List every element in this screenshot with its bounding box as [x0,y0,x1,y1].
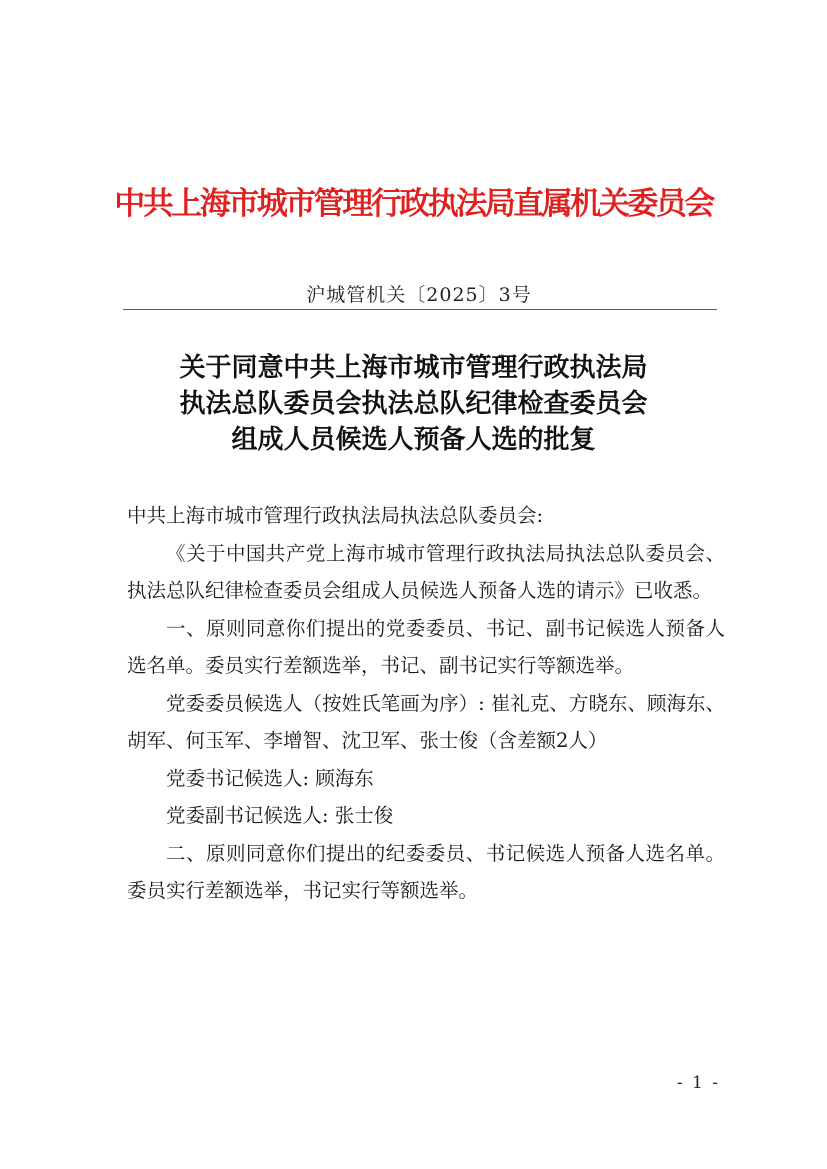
document-title [100,350,727,458]
document-body [127,497,725,910]
title-line-3: 组成人员候选人预备人选的批复 [231,425,596,455]
title-line-1: 关于同意中共上海市城市管理行政执法局 [179,353,648,383]
paragraph-secretary-candidate: 党委书记候选人: 顾海东 [166,766,374,790]
paragraph-discipline-committee-approval: 二、原则同意你们提出的纪委委员、书记候选人预备人选名单。委员实行差额选举，书记实行等额选举。 [127,841,725,902]
document-number: 沪城管机关〔2025〕3号 [306,284,532,306]
red-separator-line [123,309,717,310]
paragraph-party-committee-approval: 一、原则同意你们提出的党委委员、书记、副书记候选人预备人选名单。委员实行差额选举，书记、副书记实行等额选举。 [127,616,725,677]
page-number: - 1 - [676,1073,720,1093]
title-line-2: 执法总队委员会执法总队纪律检查委员会 [179,389,648,419]
paragraph-deputy-secretary-candidate: 党委副书记候选人: 张士俊 [166,804,394,827]
paragraph-committee-candidates: 党委委员候选人（按姓氏笔画为序）: 崔礼克、方晓东、顾海东、胡军、何玉军、李增智、沈卫军、张士俊（含差额2人） [127,691,725,752]
paragraph-request-received: 《关于中国共产党上海市城市管理行政执法局执法总队委员会、执法总队纪律检查委员会组成人员候选人预备人选的请示》已收悉。 [127,541,725,602]
masthead-title: 中共上海市城市管理行政执法局直属机关委员会 [114,186,713,222]
addressee: 中共上海市城市管理行政执法局执法总队委员会: [127,504,544,527]
